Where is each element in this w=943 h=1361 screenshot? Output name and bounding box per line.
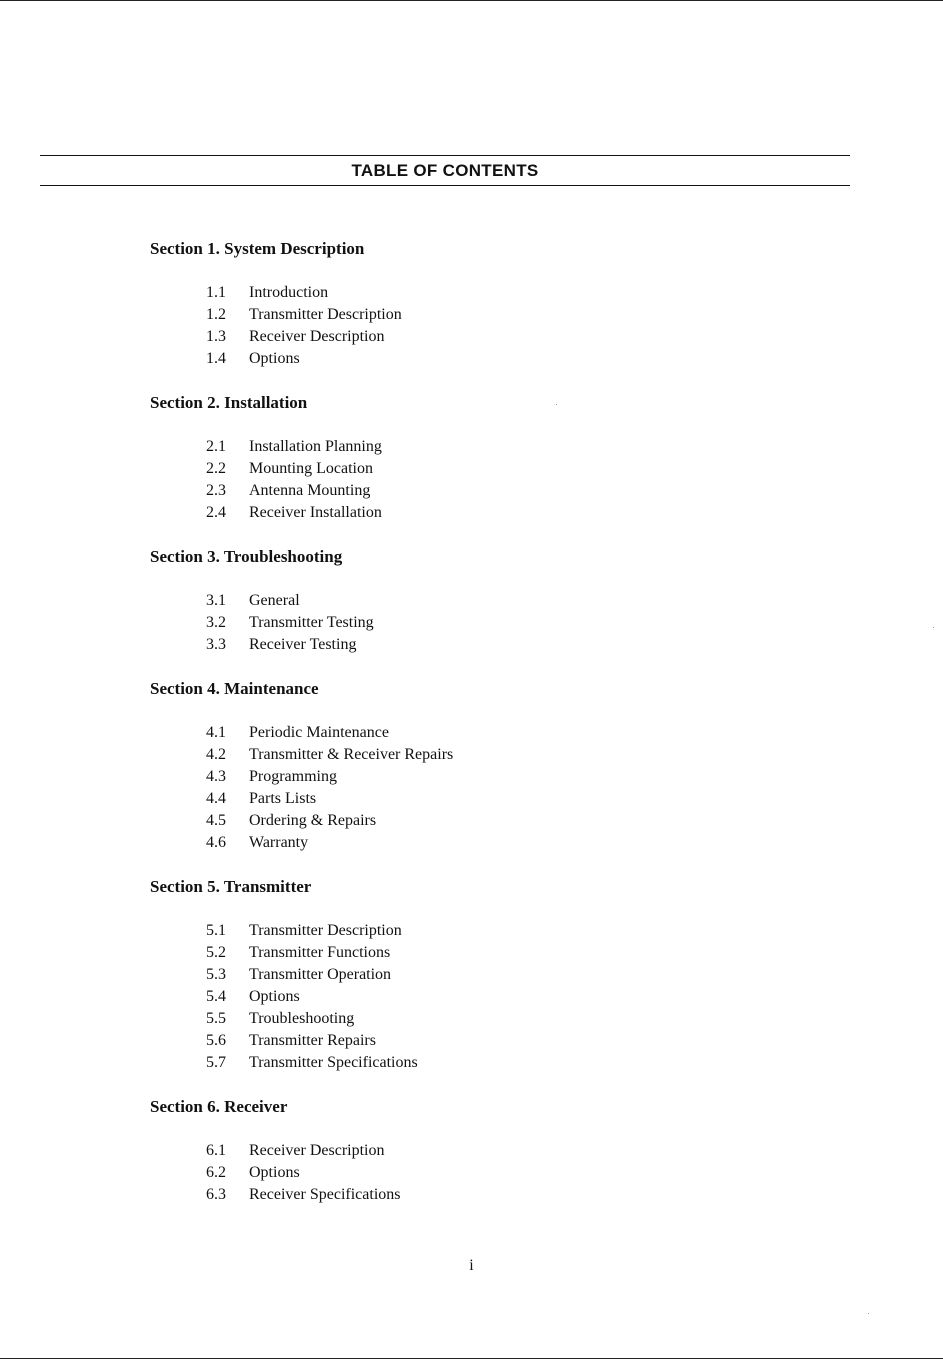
toc-section-5: [150, 874, 750, 1074]
entry-number: 5.1: [206, 922, 226, 939]
toc-entry: [206, 326, 750, 348]
toc-section-1: [150, 236, 750, 370]
toc-entry: [206, 612, 750, 634]
page-number: i: [469, 1257, 474, 1274]
entry-number: 5.4: [206, 988, 226, 1005]
entry-label: Options: [249, 1164, 300, 1181]
entry-number: 5.3: [206, 966, 226, 983]
entry-label: Receiver Testing: [249, 636, 357, 653]
entry-number: 5.6: [206, 1032, 226, 1049]
toc-section-2: [150, 390, 750, 524]
page-bottom-edge: [0, 1358, 943, 1359]
section-title: Section 4. Maintenance: [150, 679, 319, 698]
toc-entry: [206, 788, 750, 810]
section-items: [150, 590, 750, 656]
entry-label: Options: [249, 350, 300, 367]
toc-entry: [206, 282, 750, 304]
entry-number: 3.1: [206, 592, 226, 609]
entry-number: 2.4: [206, 504, 226, 521]
toc-header-rules: [40, 155, 850, 186]
entry-label: Programming: [249, 768, 337, 785]
toc-entry: [206, 436, 750, 458]
entry-number: 5.7: [206, 1054, 226, 1071]
toc-entry: [206, 722, 750, 744]
entry-number: 6.3: [206, 1186, 226, 1203]
entry-number: 6.2: [206, 1164, 226, 1181]
entry-label: Transmitter & Receiver Repairs: [249, 746, 454, 763]
section-items: [150, 920, 750, 1074]
entry-number: 5.2: [206, 944, 226, 961]
entry-label: Transmitter Specifications: [249, 1054, 418, 1071]
toc-entry: [206, 1008, 750, 1030]
toc-entry: [206, 458, 750, 480]
entry-number: 3.3: [206, 636, 226, 653]
toc-section-3: [150, 544, 750, 656]
section-title: Section 1. System Description: [150, 239, 365, 258]
entry-label: Troubleshooting: [249, 1010, 355, 1027]
entry-number: 6.1: [206, 1142, 226, 1159]
toc-entry: [206, 1184, 750, 1206]
section-items: [150, 1140, 750, 1206]
section-title: Section 6. Receiver: [150, 1097, 288, 1116]
toc-entry: [206, 766, 750, 788]
toc-entry: [206, 1162, 750, 1184]
entry-number: 1.3: [206, 328, 226, 345]
entry-number: 1.4: [206, 350, 226, 367]
page-title: TABLE OF CONTENTS: [351, 161, 539, 180]
entry-number: 2.1: [206, 438, 226, 455]
entry-number: 4.3: [206, 768, 226, 785]
page-top-edge: [0, 0, 943, 1]
entry-label: Installation Planning: [249, 438, 382, 455]
entry-number: 5.5: [206, 1010, 226, 1027]
entry-number: 1.2: [206, 306, 226, 323]
section-items: [150, 436, 750, 524]
toc-section-6: [150, 1094, 750, 1206]
entry-number: 2.3: [206, 482, 226, 499]
entry-label: Options: [249, 988, 300, 1005]
section-title: Section 3. Troubleshooting: [150, 547, 343, 566]
toc-entry: [206, 920, 750, 942]
entry-label: General: [249, 592, 300, 609]
toc-entry: [206, 1140, 750, 1162]
entry-label: Receiver Installation: [249, 504, 382, 521]
entry-number: 1.1: [206, 284, 226, 301]
entry-number: 3.2: [206, 614, 226, 631]
toc-entry: [206, 480, 750, 502]
scan-speck: [556, 404, 557, 405]
scan-speck: [868, 1313, 869, 1314]
entry-label: Receiver Description: [249, 328, 385, 345]
section-items: [150, 282, 750, 370]
toc-entry: [206, 348, 750, 370]
entry-number: 4.1: [206, 724, 226, 741]
entry-label: Transmitter Operation: [249, 966, 392, 983]
entry-label: Receiver Specifications: [249, 1186, 401, 1203]
toc-entry: [206, 810, 750, 832]
toc-entry: [206, 832, 750, 854]
entry-label: Transmitter Functions: [249, 944, 391, 961]
entry-number: 4.2: [206, 746, 226, 763]
entry-label: Mounting Location: [249, 460, 373, 477]
entry-label: Periodic Maintenance: [249, 724, 389, 741]
entry-label: Parts Lists: [249, 790, 317, 807]
entry-number: 4.4: [206, 790, 226, 807]
toc-entry: [206, 744, 750, 766]
entry-number: 4.6: [206, 834, 226, 851]
toc-entry: [206, 304, 750, 326]
toc-entry: [206, 634, 750, 656]
entry-label: Introduction: [249, 284, 329, 301]
toc-entry: [206, 590, 750, 612]
entry-label: Ordering & Repairs: [249, 812, 377, 829]
toc-entry: [206, 1030, 750, 1052]
entry-label: Transmitter Testing: [249, 614, 374, 631]
toc-entry: [206, 1052, 750, 1074]
toc-entry: [206, 942, 750, 964]
section-title: Section 5. Transmitter: [150, 877, 312, 896]
toc-sections: [150, 236, 750, 1206]
toc-entry: [206, 986, 750, 1008]
entry-number: 4.5: [206, 812, 226, 829]
section-title: Section 2. Installation: [150, 393, 308, 412]
entry-label: Transmitter Repairs: [249, 1032, 376, 1049]
entry-label: Transmitter Description: [249, 306, 402, 323]
scan-speck: [933, 627, 934, 628]
toc-section-4: [150, 676, 750, 854]
toc-entry: [206, 502, 750, 524]
toc-entry: [206, 964, 750, 986]
entry-label: Transmitter Description: [249, 922, 402, 939]
entry-number: 2.2: [206, 460, 226, 477]
entry-label: Warranty: [249, 834, 309, 851]
section-items: [150, 722, 750, 854]
entry-label: Receiver Description: [249, 1142, 385, 1159]
entry-label: Antenna Mounting: [249, 482, 371, 499]
